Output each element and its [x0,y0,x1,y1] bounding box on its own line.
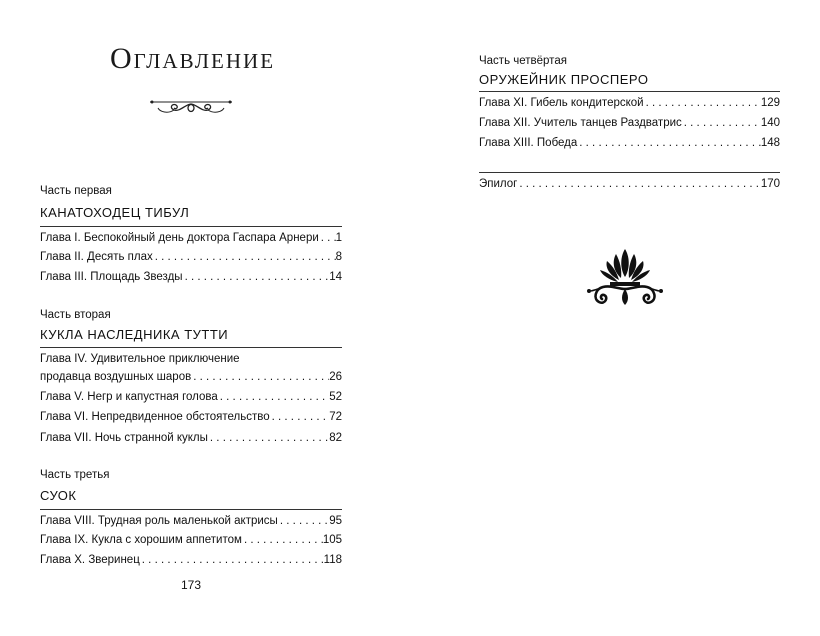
flourish-ornament-icon [150,96,232,116]
entry-title: продавца воздушных шаров [40,371,192,383]
dot-leader [319,231,336,245]
entry-title: Глава I. Беспокойный день доктора Гаспара Арнери [40,232,319,244]
divider [479,172,780,173]
dot-leader [644,96,761,110]
entry-page: 14 [329,271,342,283]
entry-title: Глава IX. Кукла с хорошим аппетитом [40,534,242,546]
entry-page: 105 [322,534,342,546]
entry-page: 140 [760,117,780,129]
entry-title: Глава VI. Непредвиденное обстоятельство [40,411,270,423]
toc-entry[interactable] [479,96,780,110]
entry-title: Глава II. Десять плах [40,251,153,263]
toc-entry[interactable] [479,136,780,150]
entry-title: Глава X. Зверинец [40,554,140,566]
dot-leader [278,514,329,528]
entry-title: Глава XI. Гибель кондитерской [479,97,644,109]
divider [40,226,342,227]
toc-entry-epilogue[interactable] [479,177,780,191]
toc-entry[interactable] [479,116,780,130]
dot-leader [242,533,323,547]
dot-leader [183,270,330,284]
entry-page: 26 [329,371,342,383]
entry-title: Глава XIII. Победа [479,137,578,149]
entry-page: 52 [329,391,342,403]
entry-title: Глава V. Негр и капустная голова [40,391,218,403]
dot-leader [577,136,761,150]
toc-entry[interactable] [40,231,342,245]
toc-entry[interactable] [40,533,342,547]
toc-entry[interactable] [40,410,342,424]
entry-page: 148 [760,137,780,149]
part-title: КУКЛА НАСЛЕДНИКА ТУТТИ [40,327,229,342]
divider [40,509,342,510]
entry-page: 82 [329,432,342,444]
toc-entry[interactable] [40,431,342,445]
part-label: Часть третья [40,469,110,481]
toc-entry[interactable] [40,553,342,567]
entry-page: 72 [329,411,342,423]
part-title: КАНАТОХОДЕЦ ТИБУЛ [40,205,190,220]
entry-title: Эпилог [479,178,518,190]
part-label: Часть вторая [40,309,111,321]
part-title: СУОК [40,488,77,503]
dot-leader [517,177,760,191]
toc-entry[interactable] [40,250,342,264]
part-label: Часть четвёртая [479,55,567,67]
entry-title: Глава XII. Учитель танцев Раздватрис [479,117,682,129]
right-page [410,0,820,636]
entry-page: 8 [335,251,342,263]
toc-entry[interactable] [40,370,342,384]
dot-leader [153,250,336,264]
dot-leader [218,390,329,404]
entry-title: Глава VIII. Трудная роль маленькой актрисы [40,515,278,527]
entry-title: Глава III. Площадь Звезды [40,271,183,283]
entry-page: 95 [329,515,342,527]
divider [479,91,780,92]
entry-title: Глава VII. Ночь странной куклы [40,432,208,444]
page-number: 173 [180,578,202,592]
palmette-ornament-icon [585,245,665,311]
dot-leader [208,431,329,445]
toc-entry[interactable] [40,514,342,528]
divider [40,347,342,348]
dot-leader [682,116,761,130]
part-title: ОРУЖЕЙНИК ПРОСПЕРО [479,72,649,87]
entry-page: 1 [335,232,342,244]
toc-entry[interactable] [40,390,342,404]
entry-page: 118 [323,554,342,566]
dot-leader [270,410,330,424]
entry-title-line1[interactable]: Глава IV. Удивительное приключение [40,353,240,365]
dot-leader [191,370,329,384]
entry-page: 129 [760,97,780,109]
part-label: Часть первая [40,185,112,197]
dot-leader [140,553,324,567]
toc-entry[interactable] [40,270,342,284]
page-title: Оглавление [109,42,276,75]
entry-page: 170 [760,178,780,190]
